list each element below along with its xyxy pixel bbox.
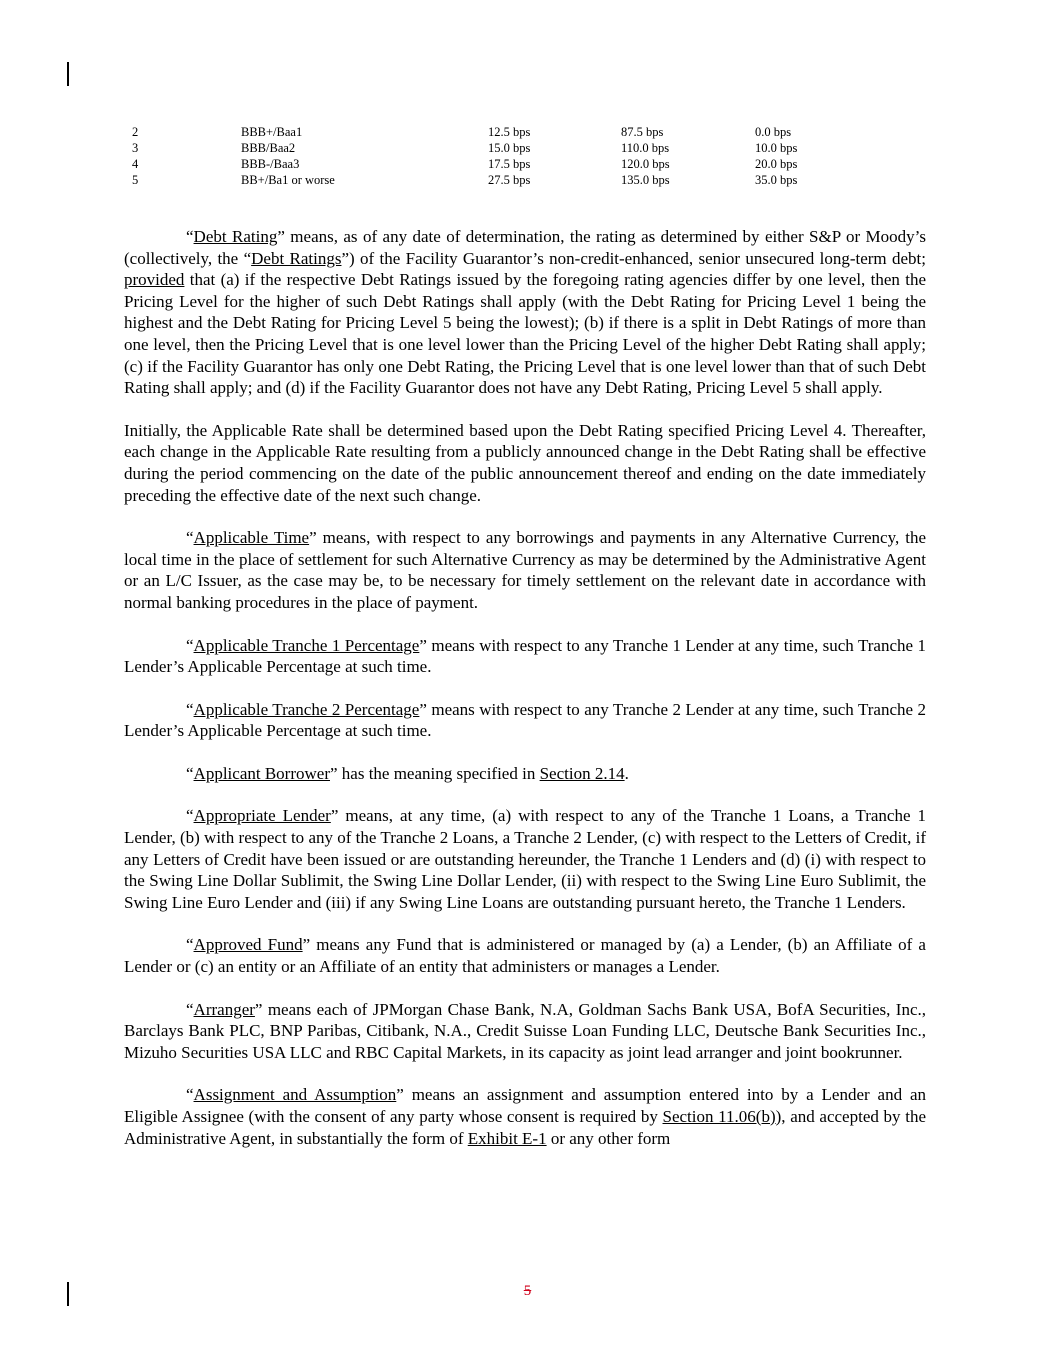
- rate-cell: 120.0 bps: [621, 157, 670, 171]
- defined-term: Applicable Time: [193, 528, 310, 548]
- rate-cell: 12.5 bps: [488, 125, 531, 139]
- table-row: [132, 140, 845, 156]
- definition-arranger: “Arranger” means each of JPMorgan Chase Bank, N.A, Goldman Sachs Bank USA, BofA Securities, Inc., Barclays Bank PLC, BNP Paribas, Citibank, N.A., Credit Suisse Loan Funding LLC, Deutsche Bank Securities Inc., Mizuho Securities USA LLC and RBC Capital Markets, in its capacity as joint lead arranger and joint bookrunner.: [124, 999, 926, 1062]
- table-row: [132, 172, 845, 188]
- defined-term: Approved Fund: [193, 935, 303, 955]
- rate-cell: 20.0 bps: [755, 157, 798, 171]
- rate-cell: 110.0 bps: [621, 141, 670, 155]
- rate-cell: 27.5 bps: [488, 173, 531, 187]
- pricing-level-cell: 4: [132, 157, 139, 171]
- definition-applicable-time: “Applicable Time” means, with respect to any borrowings and payments in any Alternative Currency, the local time in the place of settlement for such Alternative Currency as may be determined by the Administrative Agent or an L/C Issuer, as the case may be, to be necessary for timely settlement on the relevant date in accordance with normal banking procedures in the place of payment.: [124, 528, 927, 612]
- table-row: [132, 156, 845, 172]
- rate-cell: 10.0 bps: [755, 141, 798, 155]
- section-reference: Section 2.14: [539, 763, 625, 783]
- defined-term: Arranger: [193, 999, 255, 1019]
- table-row: [132, 124, 845, 140]
- provided-term: provided: [124, 270, 185, 290]
- debt-rating-cell: BBB/Baa2: [241, 141, 296, 155]
- rate-cell: 135.0 bps: [621, 173, 670, 187]
- debt-rating-cell: BBB+/Baa1: [241, 125, 303, 139]
- pricing-level-cell: 5: [132, 173, 139, 187]
- section-reference: Section 11.06(b): [662, 1107, 776, 1126]
- definition-assignment-and-assumption: “Assignment and Assumption” means an assignment and assumption entered into by a Lender and an Eligible Assignee (with the consent of any party whose consent is required by Section 11.06(b)), and accepted by the Administrative Agent, in substantially the form of Exhibit E-1 or any other form: [124, 1085, 926, 1148]
- defined-term: Appropriate Lender: [193, 806, 331, 826]
- definition-tranche1-percentage: “Applicable Tranche 1 Percentage” means with respect to any Tranche 1 Lender at any time, such Tranche 1 Lender’s Applicable Percentage at such time.: [124, 635, 927, 677]
- page-number: 5: [523, 1283, 532, 1299]
- defined-term: Debt Rating: [193, 227, 278, 246]
- definition-appropriate-lender: “Appropriate Lender” means, at any time, (a) with respect to any of the Tranche 1 Loans, a Tranche 1 Lender, (b) with respect to any of the Tranche 2 Loans, a Tranche 2 Lender, (c) with respect to the Letters of Credit, if any Letters of Credit have been issued or are outstanding hereunder, the Tranche 1 Lenders and (d) (i) with respect to the Swing Line Dollar Sublimit, the Swing Line Dollar Lender, (ii) with respect to the Swing Line Euro Sublimit, the Swing Line Euro Lender and (iii) if any Swing Line Loans are outstanding pursuant hereto, the Tranche 1 Lenders.: [124, 806, 926, 912]
- rate-cell: 15.0 bps: [488, 141, 531, 155]
- rate-cell: 87.5 bps: [621, 125, 664, 139]
- document-body: [124, 226, 926, 1170]
- pricing-level-table: [132, 124, 845, 188]
- pricing-level-cell: 3: [132, 141, 139, 155]
- definition-debt-rating: “Debt Rating” means, as of any date of determination, the rating as determined by either S&P or Moody’s (collectively, the “Debt Ratings”) of the Facility Guarantor’s non-credit-enhanced, senior unsecured long-term debt; provided that (a) if the respective Debt Ratings issued by the foregoing rating agencies differ by one level, then the Pricing Level for the higher of such Debt Ratings shall apply (with the Debt Rating for Pricing Level 1 being the highest and the Debt Rating for Pricing Level 5 being the lowest); (b) if there is a split in Debt Ratings of more than one level, then the Pricing Level that is one level lower than the Pricing Level of the higher Debt Rating shall apply; (c) if the Facility Guarantor has only one Debt Rating, the Pricing Level that is one level lower than that of such Debt Rating shall apply; and (d) if the Facility Guarantor does not have any Debt Rating, Pricing Level 5 shall apply.: [124, 227, 926, 398]
- pricing-level-cell: 2: [132, 125, 139, 139]
- debt-rating-cell: BBB-/Baa3: [241, 157, 300, 171]
- defined-term: Applicable Tranche 1 Percentage: [193, 635, 420, 655]
- definition-approved-fund: “Approved Fund” means any Fund that is administered or managed by (a) a Lender, (b) an Affiliate of a Lender or (c) an entity or an Affiliate of an entity that administers or manages a Lender.: [124, 935, 926, 977]
- defined-term: Debt Ratings: [251, 248, 342, 268]
- change-bar-top: [67, 62, 69, 86]
- defined-term: Assignment and Assumption: [193, 1085, 397, 1105]
- debt-rating-cell: BB+/Ba1 or worse: [241, 173, 335, 187]
- defined-term: Applicable Tranche 2 Percentage: [193, 699, 420, 719]
- definition-tranche2-percentage: “Applicable Tranche 2 Percentage” means with respect to any Tranche 2 Lender at any time, such Tranche 2 Lender’s Applicable Percentage at such time.: [124, 699, 927, 741]
- initial-rate-paragraph: Initially, the Applicable Rate shall be determined based upon the Debt Rating specified Pricing Level 4. Thereafter, each change in the Applicable Rate resulting from a publicly announced change in the Debt Rating shall be effective during the period commencing on the date of the public announcement thereof and ending on the date immediately preceding the effective date of the next such change.: [124, 420, 926, 505]
- rate-cell: 17.5 bps: [488, 157, 531, 171]
- rate-cell: 35.0 bps: [755, 173, 798, 187]
- rate-cell: 0.0 bps: [755, 125, 792, 139]
- definition-applicant-borrower: “Applicant Borrower” has the meaning specified in Section 2.14.: [186, 763, 629, 783]
- exhibit-reference: Exhibit E-1: [467, 1128, 547, 1148]
- defined-term: Applicant Borrower: [193, 763, 330, 783]
